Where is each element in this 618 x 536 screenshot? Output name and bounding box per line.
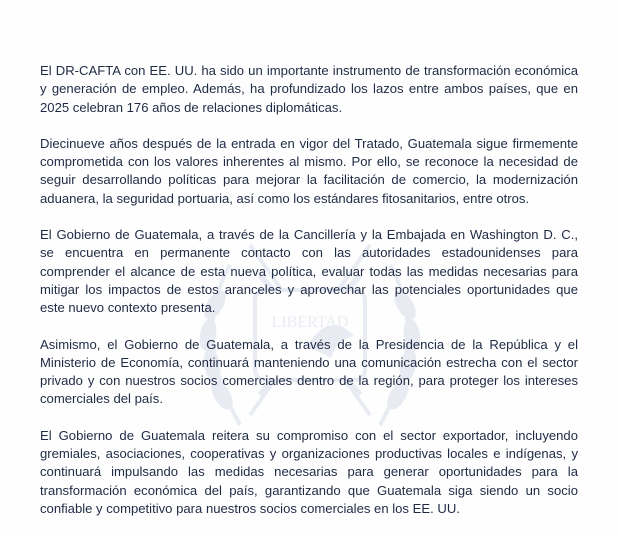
paragraph-3: El Gobierno de Guatemala, a través de la Cancillería y la Embajada en Washington D. C., se encuentra en permanente contacto con las autoridades estadounidenses para comprender el alcance de esta nueva política, evaluar todas las medidas necesarias para mitigar los impactos de estos aranceles y aprovechar las potenciales oportunidades que este nuevo contexto presenta. (40, 227, 578, 316)
paragraph-1: El DR-CAFTA con EE. UU. ha sido un importante instrumento de transformación económica y generación de empleo. Además, ha profundizado los lazos entre ambos países, que en 2025 celebran 176 años de relaciones diplomáticas. (40, 63, 578, 115)
paragraph-4: Asimismo, el Gobierno de Guatemala, a través de la Presidencia de la República y el Ministerio de Economía, continuará manteniendo una comunicación estrecha con el sector privado y con nuestros socios comerciales dentro de la región, para proteger los intereses comerciales del país. (40, 336, 578, 407)
paragraph-2: Diecinueve años después de la entrada en vigor del Tratado, Guatemala sigue firmemente comprometida con los valores inherentes al mismo. Por ello, se reconoce la necesidad de seguir desarrollando políticas para mejorar la facilitación de comercio, la modernización aduanera, la seguridad portuaria, así como los estándares fitosanitarios, entre otros. (40, 135, 578, 206)
paragraph-5: El Gobierno de Guatemala reitera su compromiso con el sector exportador, incluyendo gremiales, asociaciones, cooperativas y organizaciones productivas locales e indígenas, y continuará impulsando las medidas necesarias para generar oportunidades para la transformación económica del país, garantizando que Guatemala siga siendo un socio confiable y competitivo para nuestros socios comerciales en los EE. UU. (40, 427, 578, 516)
statement-body (40, 62, 578, 518)
watermark-text: LIBERTAD (271, 314, 349, 331)
